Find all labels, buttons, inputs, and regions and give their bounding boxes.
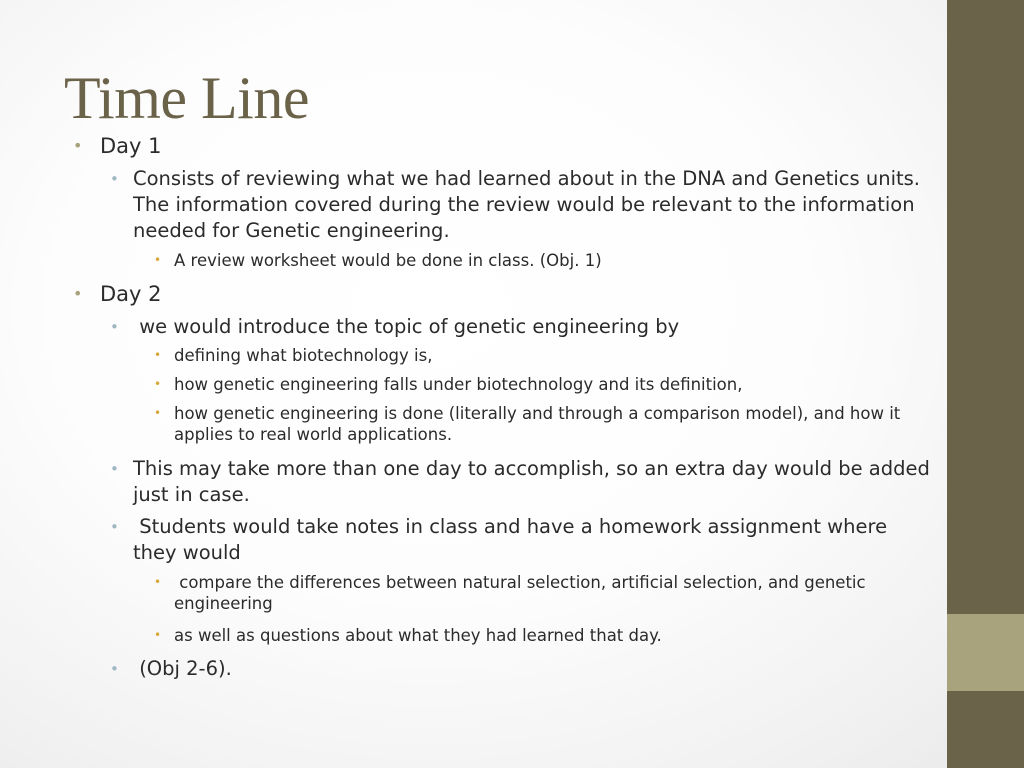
bullet-dot-icon: • — [154, 628, 162, 642]
bullet-text: Students would take notes in class and have a homework assignment where they would — [133, 515, 894, 564]
bullet-text: Day 2 — [100, 282, 162, 306]
bullet-dot-icon: • — [154, 348, 162, 362]
bullet-dot-icon: • — [110, 170, 119, 188]
bullet-questions — [154, 625, 944, 646]
bullet-dot-icon: • — [110, 518, 119, 536]
bullet-dot-icon: • — [154, 377, 162, 391]
bullet-review-worksheet — [154, 250, 934, 271]
bullet-text: Consists of reviewing what we had learned about in the DNA and Genetics units. The information covered during the review would be relevant to the information needed for Genetic engineering. — [133, 167, 920, 242]
bullet-introduce-topic — [110, 314, 923, 340]
bullet-ge-under-biotech — [154, 374, 944, 395]
bullet-dot-icon: • — [154, 253, 162, 267]
bullet-text: defining what biotechnology is, — [174, 346, 433, 365]
bullet-text: (Obj 2-6). — [133, 657, 232, 680]
bullet-extra-day — [110, 456, 943, 508]
bullet-text: compare the differences between natural selection, artificial selection, and genetic engineering — [174, 573, 871, 613]
bullet-text: as well as questions about what they had learned that day. — [174, 626, 662, 645]
bullet-dot-icon: • — [110, 318, 119, 336]
bullet-text: This may take more than one day to accomplish, so an extra day would be added just in case. — [133, 457, 930, 506]
bullet-compare-differences — [154, 572, 944, 614]
bullet-dot-icon: • — [73, 136, 83, 155]
bullet-day-2 — [73, 281, 920, 307]
bullet-day-1-review — [110, 166, 948, 244]
bullet-text: how genetic engineering falls under biotechnology and its definition, — [174, 375, 743, 394]
bullet-dot-icon: • — [73, 284, 83, 303]
bullet-dot-icon: • — [110, 660, 119, 678]
bullet-dot-icon: • — [154, 406, 162, 420]
bullet-dot-icon: • — [154, 575, 162, 589]
bullet-dot-icon: • — [110, 460, 119, 478]
bullet-text: we would introduce the topic of genetic engineering by — [133, 315, 680, 338]
bullet-text: how genetic engineering is done (literally and through a comparison model), and how it applies to real world applications. — [174, 404, 901, 444]
bullet-objectives — [110, 656, 533, 682]
bullet-day-1 — [73, 133, 920, 159]
bullet-how-ge-done — [154, 403, 946, 445]
bullet-text: Day 1 — [100, 134, 162, 158]
slide-title: Time Line — [64, 65, 309, 131]
bullet-text: A review worksheet would be done in class. (Obj. 1) — [174, 251, 602, 270]
bullet-define-biotech — [154, 345, 934, 366]
bullet-students-notes — [110, 514, 913, 566]
